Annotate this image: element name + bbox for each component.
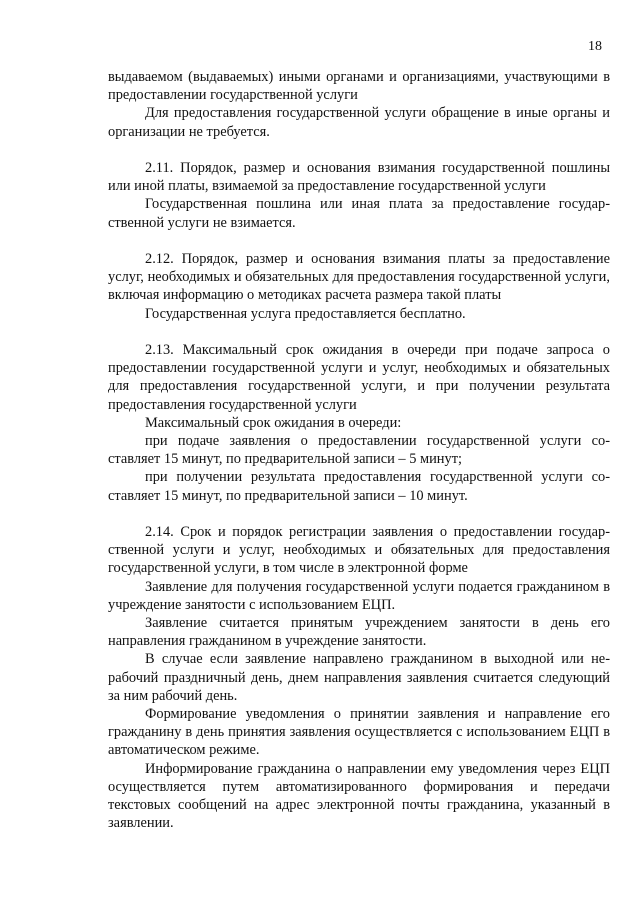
paragraph: Максимальный срок ожидания в очереди:	[145, 414, 402, 431]
paragraph: Заявление для получения государственной услуги подается гражданином в учреждение занятости с использованием ЕЦП.	[108, 578, 610, 613]
section-heading-2-14: 2.14. Срок и порядок регистрации заявления о предоставлении государственной услуги и услуг, необходимых и обязательных для предоставления государственной услуги, в том числе в электронной форме	[108, 524, 610, 577]
paragraph: при подаче заявления о предоставлении государственной услуги составляет 15 минут, по предварительной записи – 5 минут;	[108, 433, 610, 468]
paragraph: Заявление считается принятым учреждением занятости в день его направления гражданином в учреждение занятости.	[108, 615, 610, 650]
paragraph-continuation: выдаваемом (выдаваемых) иными органами и организациями, участвующими в предоставлении государственной услуги	[108, 69, 610, 104]
page-number: 18	[588, 39, 602, 54]
paragraph: Государственная услуга предоставляется бесплатно.	[145, 305, 466, 322]
section-heading-2-11: 2.11. Порядок, размер и основания взимания государственной пошлины или иной платы, взимаемой за предоставление государственной услуги	[108, 160, 610, 195]
paragraph: Информирование гражданина о направлении ему уведомления через ЕЦП осуществляется путем автоматизированного формирования и передачи текстовых сообщений на адрес электронной почты гражданина, указанный в заявлении.	[108, 760, 610, 832]
paragraph: Формирование уведомления о принятии заявления и направление его гражданину в день принятия заявления осуществляется с использованием ЕЦП в автоматическом режиме.	[108, 706, 610, 759]
section-heading-2-13: 2.13. Максимальный срок ожидания в очереди при подаче запроса о предоставлении государственной услуги и услуг, необходимых и обязательных для предоставления государственной услуги, и при получении результата предоставления государственной услуги	[108, 342, 610, 413]
paragraph: при получении результата предоставления государственной услуги составляет 15 минут, по предварительной записи – 10 минут.	[108, 469, 610, 504]
section-heading-2-12: 2.12. Порядок, размер и основания взимания платы за предоставление услуг, необходимых и обязательных для предоставления государственной услуги, включая информацию о методиках расчета размера такой платы	[108, 251, 610, 304]
paragraph: Государственная пошлина или иная плата за предоставление государственной услуги не взимается.	[108, 196, 610, 231]
paragraph: Для предоставления государственной услуги обращение в иные органы и организации не требуется.	[108, 105, 610, 140]
paragraph: В случае если заявление направлено гражданином в выходной или нерабочий праздничный день, днем направления заявления считается следующий за ним рабочий день.	[108, 651, 610, 704]
document-body	[108, 68, 610, 832]
